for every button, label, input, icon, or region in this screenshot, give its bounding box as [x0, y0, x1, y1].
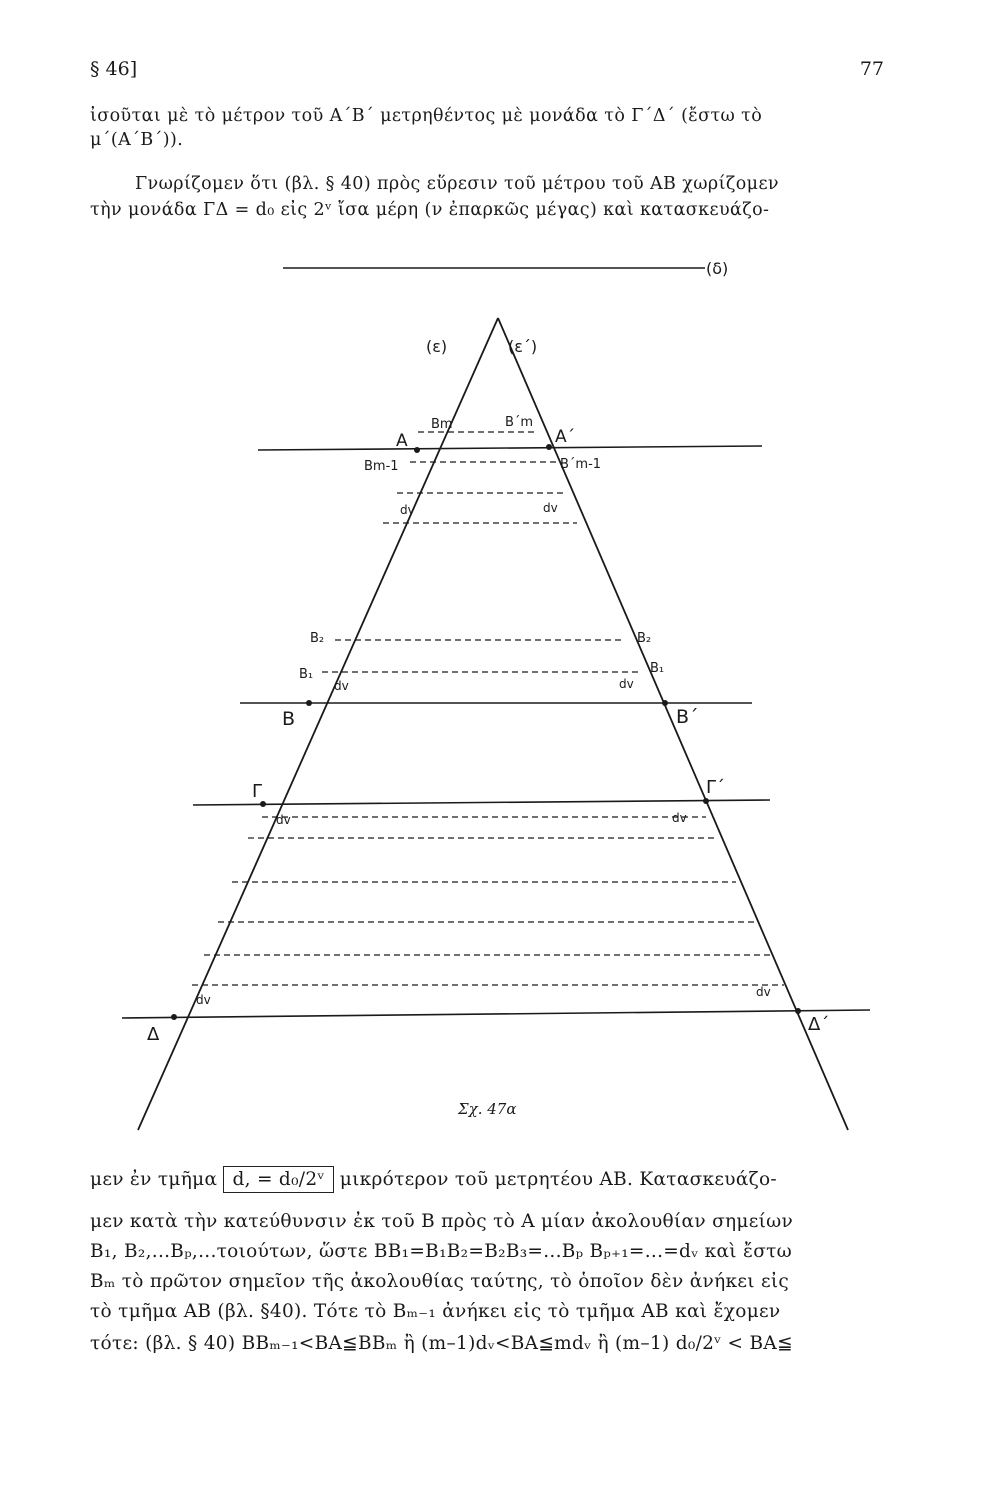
text-line-boxed: [90, 1168, 890, 1192]
label-Delta: Δ: [147, 1024, 160, 1045]
text-line: τὸ τμῆμα ΑΒ (βλ. §40). Τότε τὸ Bₘ₋₁ ἀνήκει εἰς τὸ τμῆμα ΑΒ καὶ ἔχομεν: [90, 1301, 781, 1322]
text-line: Γνωρίζομεν ὅτι (βλ. § 40) πρὸς εὕρεσιν τοῦ μέτρου τοῦ ΑΒ χωρίζομεν: [135, 174, 779, 194]
text-line: ἰσοῦται μὲ τὸ μέτρον τοῦ Α΄Β΄ μετρηθέντος μὲ μονάδα τὸ Γ΄Δ΄ (ἔστω τὸ: [90, 106, 763, 126]
label-B1-prime: B₁: [650, 661, 665, 676]
label-Bm: Bm: [431, 417, 453, 432]
text-fragment: μικρότερον τοῦ μετρητέου ΑΒ. Κατασκευάζο-: [339, 1169, 777, 1190]
label-Bm-prime: B΄m: [505, 415, 534, 430]
label-dv: dv: [400, 503, 415, 517]
text-fragment: μεν ἐν τμῆμα: [90, 1169, 218, 1190]
parallel-AA: [258, 446, 762, 450]
text-line: τότε: (βλ. § 40) BBₘ₋₁<BA≦BBₘ ἢ (m–1)dᵥ<BA≦mdᵥ ἢ (m–1) d₀/2ᵛ < BA≦: [90, 1333, 793, 1354]
page-number: 77: [859, 58, 884, 80]
section-header: § 46]: [90, 58, 138, 80]
boxed-formula: d, = d₀/2ᵛ: [223, 1166, 333, 1193]
text-line: μεν κατὰ τὴν κατεύθυνσιν ἐκ τοῦ Β πρὸς τὸ Α μίαν ἀκολουθίαν σημείων: [90, 1211, 794, 1232]
label-Gamma: Γ: [252, 781, 263, 802]
label-A: A: [396, 431, 408, 451]
text-line: B₁, B₂,...Bₚ,...τοιούτων, ὥστε BB₁=B₁B₂=B₂B₃=...Bₚ Bₚ₊₁=...=dᵥ καὶ ἔστω: [90, 1241, 793, 1262]
epsilon-prime-label: (ε΄): [508, 337, 538, 356]
label-dv: dv: [276, 813, 291, 827]
line-epsilon: [138, 318, 498, 1130]
label-B: B: [282, 708, 296, 730]
label-B2-prime: B₂: [637, 631, 652, 646]
label-dv: dv: [756, 985, 771, 999]
label-Gamma-prime: Γ΄: [706, 777, 726, 798]
label-B1: B₁: [299, 667, 314, 682]
label-dv: dv: [196, 993, 211, 1007]
label-A-prime: A΄: [555, 427, 576, 447]
label-B-prime: B΄: [676, 706, 699, 728]
label-B2: B₂: [310, 631, 325, 646]
parallel-DD: [122, 1010, 870, 1018]
parallel-GG: [193, 800, 770, 805]
label-Delta-prime: Δ΄: [808, 1014, 830, 1035]
label-dv: dv: [543, 501, 558, 515]
figure-caption: Σχ. 47α: [458, 1100, 517, 1118]
line-epsilon-prime: [498, 318, 848, 1130]
label-Bm-1-prime: B΄m-1: [560, 457, 602, 472]
label-dv: dv: [619, 677, 634, 691]
text-line: τὴν μονάδα ΓΔ = d₀ εἰς 2ᵛ ἴσα μέρη (ν ἐπαρκῶς μέγας) καὶ κατασκευάζο-: [90, 200, 770, 220]
delta-label: (δ): [706, 259, 729, 278]
points: [171, 444, 801, 1020]
text-line: Bₘ τὸ πρῶτον σημεῖον τῆς ἀκολουθίας ταύτης, τὸ ὁποῖον δὲν ἀνήκει εἰς: [90, 1271, 790, 1292]
label-dv: dv: [334, 679, 349, 693]
label-Bm-1: Bm-1: [364, 459, 399, 474]
text-line: μ΄(Α΄Β΄)).: [90, 130, 184, 150]
label-dv: dv: [672, 811, 687, 825]
epsilon-label: (ε): [426, 337, 448, 356]
